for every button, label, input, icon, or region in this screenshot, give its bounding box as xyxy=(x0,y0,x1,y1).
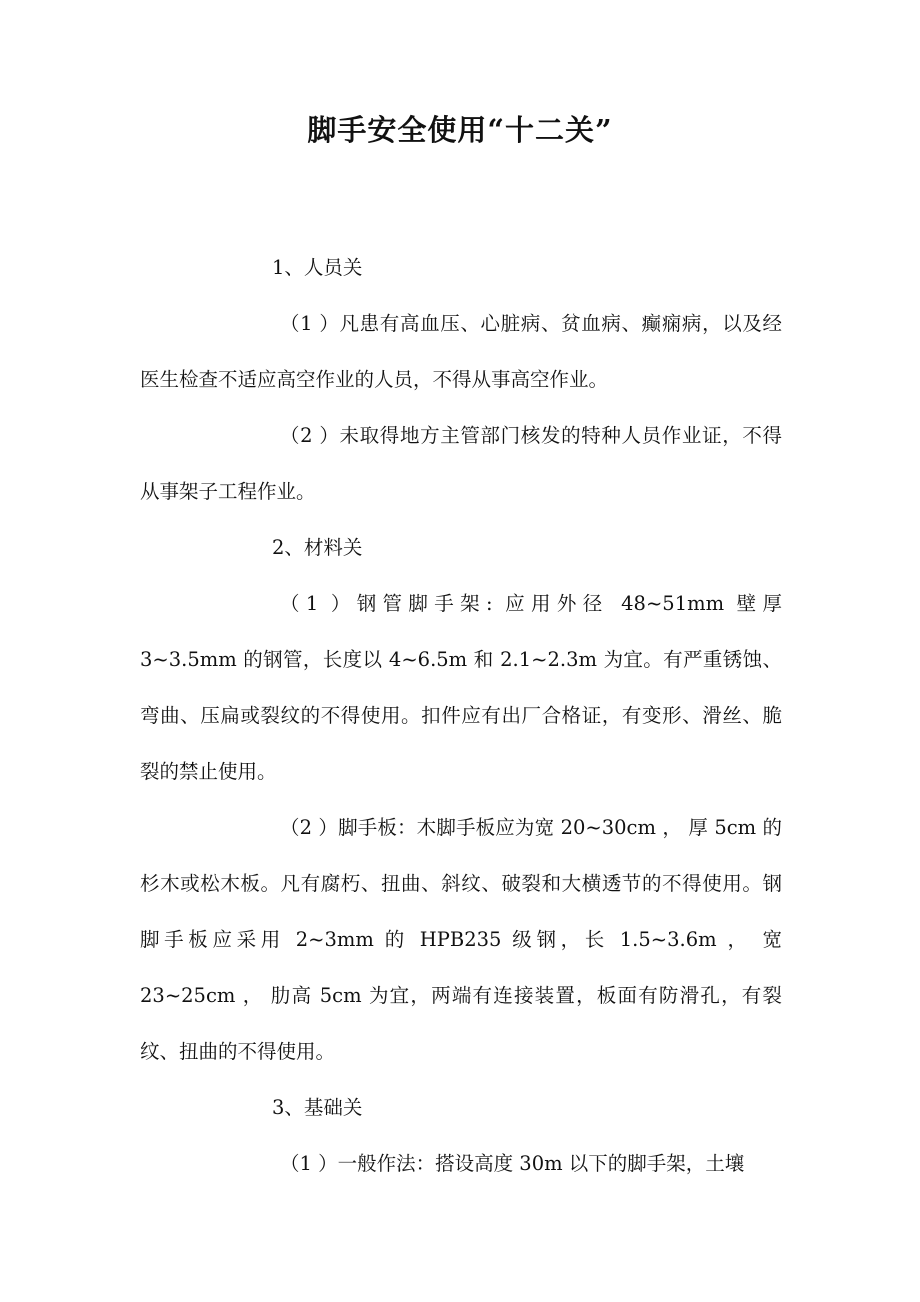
paragraph: （2 ）脚手板：木脚手板应为宽 20~30cm ， 厚 5cm 的杉木或松木板。凡有腐朽、扭曲、斜纹、破裂和大横透节的不得使用。钢脚手板应采用 2~3mm 的 HPB235 级钢，长 1.5~3.6m ， 宽 23~25cm ， 肋高 5cm 为宜，两端有连接装置，板面有防滑孔，有裂纹、扭曲的不得使用。 xyxy=(140,816,782,1063)
paragraph: （1 ）钢管脚手架: 应用外径 48~51mm 壁厚 3~3.5mm 的钢管，长度以 4~6.5m 和 2.1~2.3m 为宜。有严重锈蚀、弯曲、压扁或裂纹的不得使用。扣件应有出厂合格证，有变形、滑丝、脆裂的禁止使用。 xyxy=(140,592,782,783)
document-title: 脚手安全使用“十二关” xyxy=(307,113,613,147)
section-heading: 3、基础关 xyxy=(272,1096,363,1119)
paragraph: （2 ）未取得地方主管部门核发的特种人员作业证，不得从事架子工程作业。 xyxy=(140,424,782,503)
section-heading: 2、材料关 xyxy=(272,536,363,559)
paragraph: （1 ）凡患有高血压、心脏病、贫血病、癫痫病，以及经医生检查不适应高空作业的人员，不得从事高空作业。 xyxy=(140,312,782,391)
document-body xyxy=(140,240,782,1192)
paragraph: （1 ）一般作法：搭设高度 30m 以下的脚手架，土壤 xyxy=(280,1152,745,1175)
section-heading: 1、人员关 xyxy=(272,256,363,279)
